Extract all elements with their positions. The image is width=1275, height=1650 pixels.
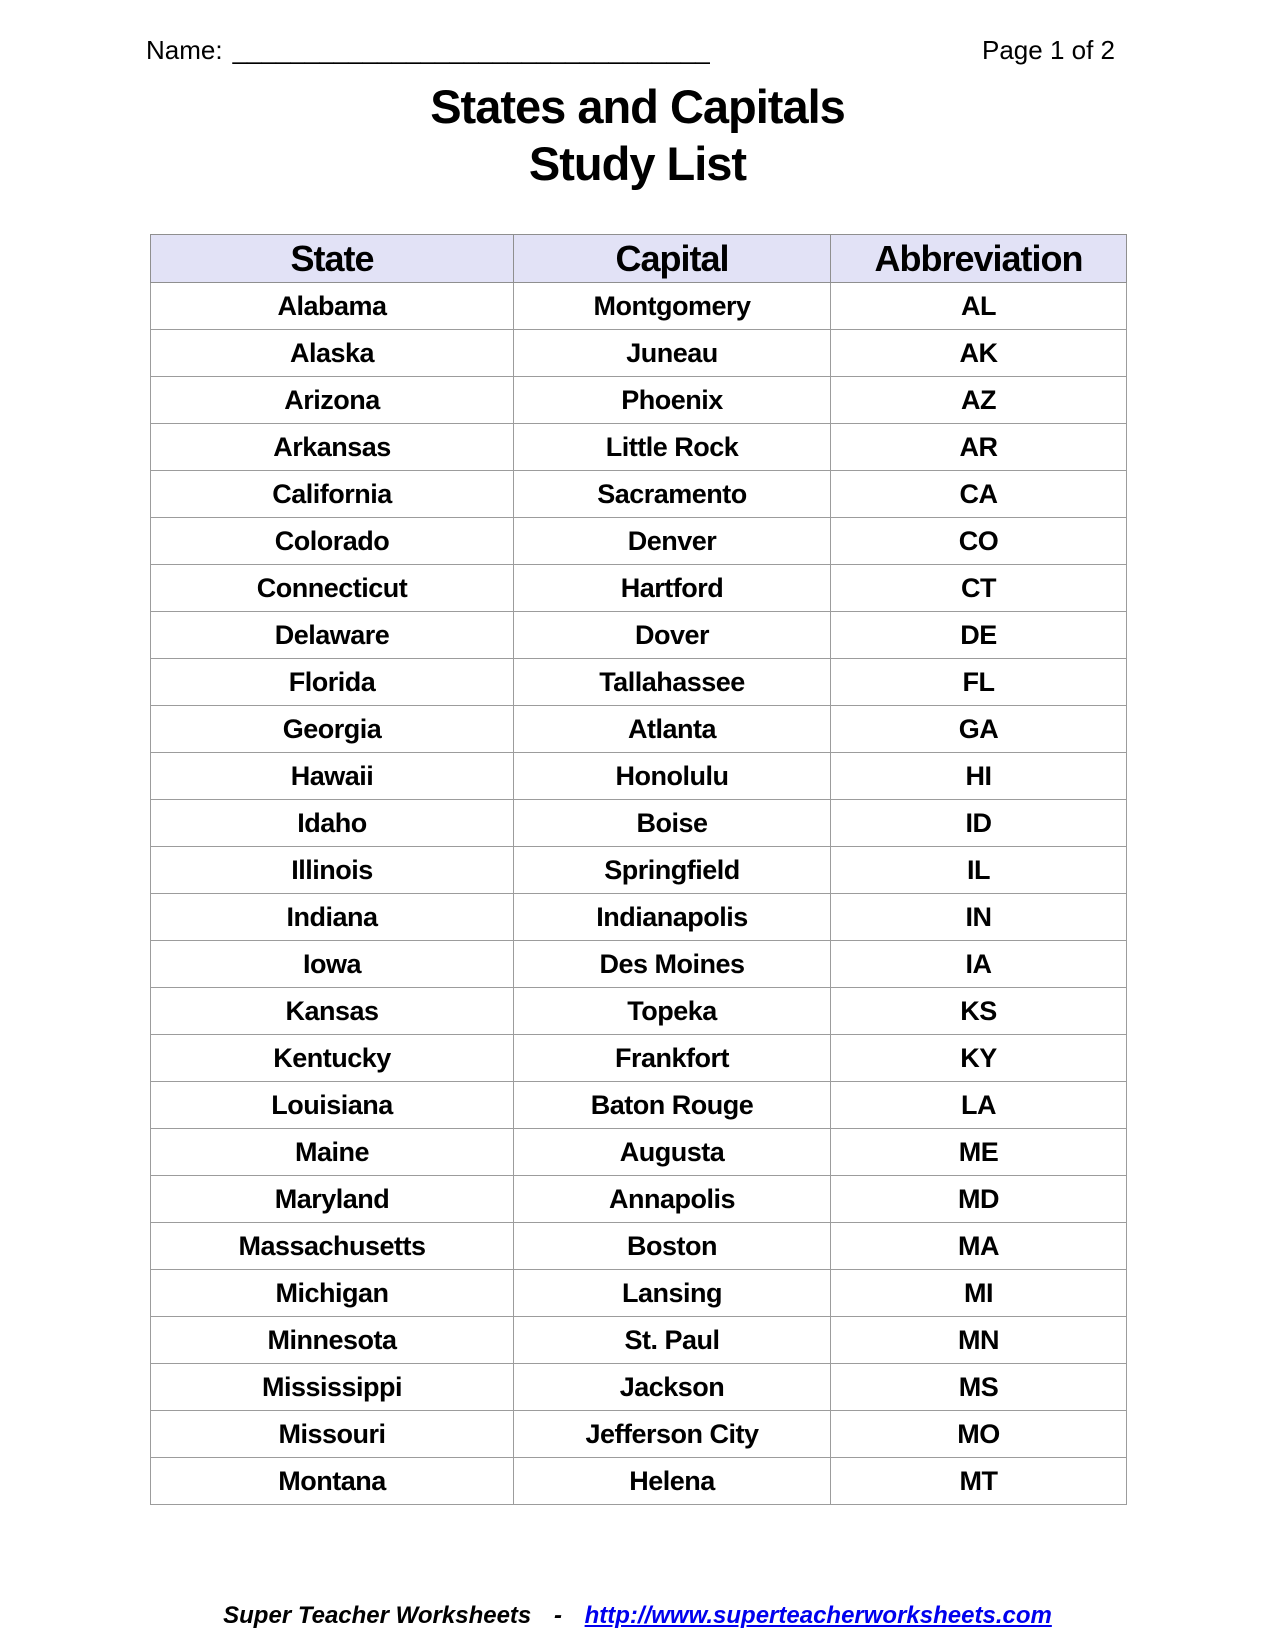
- cell-abbreviation: MI: [831, 1270, 1127, 1317]
- table-row: [151, 1270, 1127, 1317]
- cell-state: Colorado: [151, 518, 514, 565]
- column-header-state: State: [151, 235, 514, 283]
- name-block: [146, 34, 710, 66]
- column-header-abbreviation: Abbreviation: [831, 235, 1127, 283]
- cell-capital: Jefferson City: [514, 1411, 831, 1458]
- cell-abbreviation: MS: [831, 1364, 1127, 1411]
- cell-capital: Jackson: [514, 1364, 831, 1411]
- cell-abbreviation: MT: [831, 1458, 1127, 1505]
- cell-capital: Des Moines: [514, 941, 831, 988]
- cell-state: Minnesota: [151, 1317, 514, 1364]
- table-row: [151, 988, 1127, 1035]
- table-row: [151, 659, 1127, 706]
- cell-state: Arizona: [151, 377, 514, 424]
- cell-abbreviation: CO: [831, 518, 1127, 565]
- cell-abbreviation: MD: [831, 1176, 1127, 1223]
- table-row: [151, 377, 1127, 424]
- cell-capital: Montgomery: [514, 283, 831, 330]
- cell-capital: Denver: [514, 518, 831, 565]
- name-blank-line: _________________________________: [232, 35, 710, 65]
- column-header-capital: Capital: [514, 235, 831, 283]
- table-row: [151, 753, 1127, 800]
- table-row: [151, 847, 1127, 894]
- cell-abbreviation: HI: [831, 753, 1127, 800]
- cell-abbreviation: MO: [831, 1411, 1127, 1458]
- cell-capital: Annapolis: [514, 1176, 831, 1223]
- cell-state: Kansas: [151, 988, 514, 1035]
- cell-abbreviation: FL: [831, 659, 1127, 706]
- table-row: [151, 612, 1127, 659]
- table-row: [151, 518, 1127, 565]
- table-row: [151, 1176, 1127, 1223]
- table-header-row: [151, 235, 1127, 283]
- cell-abbreviation: IN: [831, 894, 1127, 941]
- cell-state: Georgia: [151, 706, 514, 753]
- cell-state: Delaware: [151, 612, 514, 659]
- cell-capital: Sacramento: [514, 471, 831, 518]
- cell-capital: Atlanta: [514, 706, 831, 753]
- cell-state: Kentucky: [151, 1035, 514, 1082]
- cell-capital: Little Rock: [514, 424, 831, 471]
- page-header: [0, 0, 1275, 66]
- table-row: [151, 471, 1127, 518]
- table-row: [151, 1129, 1127, 1176]
- cell-capital: St. Paul: [514, 1317, 831, 1364]
- cell-state: California: [151, 471, 514, 518]
- table-row: [151, 330, 1127, 377]
- name-label: Name:: [146, 35, 223, 65]
- table-row: [151, 1317, 1127, 1364]
- cell-capital: Augusta: [514, 1129, 831, 1176]
- table-row: [151, 1364, 1127, 1411]
- cell-state: Massachusetts: [151, 1223, 514, 1270]
- cell-abbreviation: DE: [831, 612, 1127, 659]
- cell-abbreviation: IL: [831, 847, 1127, 894]
- table-row: [151, 894, 1127, 941]
- cell-state: Louisiana: [151, 1082, 514, 1129]
- cell-abbreviation: ME: [831, 1129, 1127, 1176]
- cell-state: Florida: [151, 659, 514, 706]
- cell-capital: Frankfort: [514, 1035, 831, 1082]
- cell-abbreviation: CT: [831, 565, 1127, 612]
- footer-url-link[interactable]: http://www.superteacherworksheets.com: [584, 1602, 1052, 1629]
- cell-state: Arkansas: [151, 424, 514, 471]
- table-row: [151, 941, 1127, 988]
- table-row: [151, 1458, 1127, 1505]
- cell-state: Idaho: [151, 800, 514, 847]
- cell-abbreviation: MA: [831, 1223, 1127, 1270]
- footer: [0, 1602, 1275, 1630]
- cell-capital: Phoenix: [514, 377, 831, 424]
- cell-capital: Springfield: [514, 847, 831, 894]
- cell-state: Missouri: [151, 1411, 514, 1458]
- cell-capital: Tallahassee: [514, 659, 831, 706]
- cell-abbreviation: KY: [831, 1035, 1127, 1082]
- footer-brand: Super Teacher Worksheets: [223, 1602, 532, 1629]
- cell-capital: Lansing: [514, 1270, 831, 1317]
- table-row: [151, 565, 1127, 612]
- cell-state: Alaska: [151, 330, 514, 377]
- table-row: [151, 800, 1127, 847]
- cell-abbreviation: MN: [831, 1317, 1127, 1364]
- cell-abbreviation: IA: [831, 941, 1127, 988]
- cell-capital: Hartford: [514, 565, 831, 612]
- cell-capital: Boston: [514, 1223, 831, 1270]
- footer-separator: -: [553, 1602, 562, 1629]
- cell-abbreviation: CA: [831, 471, 1127, 518]
- table-row: [151, 1035, 1127, 1082]
- cell-abbreviation: GA: [831, 706, 1127, 753]
- cell-capital: Helena: [514, 1458, 831, 1505]
- cell-state: Mississippi: [151, 1364, 514, 1411]
- cell-state: Maryland: [151, 1176, 514, 1223]
- table-header: [151, 235, 1127, 283]
- cell-capital: Boise: [514, 800, 831, 847]
- cell-capital: Juneau: [514, 330, 831, 377]
- worksheet-title-line2: Study List: [528, 137, 747, 190]
- cell-state: Connecticut: [151, 565, 514, 612]
- cell-state: Maine: [151, 1129, 514, 1176]
- cell-state: Montana: [151, 1458, 514, 1505]
- cell-abbreviation: KS: [831, 988, 1127, 1035]
- table-body: [151, 283, 1127, 1505]
- cell-state: Hawaii: [151, 753, 514, 800]
- cell-state: Indiana: [151, 894, 514, 941]
- cell-capital: Baton Rouge: [514, 1082, 831, 1129]
- cell-capital: Honolulu: [514, 753, 831, 800]
- table-row: [151, 1082, 1127, 1129]
- cell-state: Alabama: [151, 283, 514, 330]
- cell-abbreviation: AZ: [831, 377, 1127, 424]
- cell-state: Iowa: [151, 941, 514, 988]
- cell-abbreviation: AK: [831, 330, 1127, 377]
- table-row: [151, 1223, 1127, 1270]
- worksheet-title: [0, 78, 1275, 192]
- cell-capital: Dover: [514, 612, 831, 659]
- cell-state: Michigan: [151, 1270, 514, 1317]
- table-row: [151, 283, 1127, 330]
- table-row: [151, 1411, 1127, 1458]
- cell-capital: Indianapolis: [514, 894, 831, 941]
- cell-state: Illinois: [151, 847, 514, 894]
- cell-abbreviation: ID: [831, 800, 1127, 847]
- table-row: [151, 424, 1127, 471]
- cell-capital: Topeka: [514, 988, 831, 1035]
- states-capitals-table: [150, 234, 1127, 1505]
- page-indicator: Page 1 of 2: [982, 35, 1115, 65]
- cell-abbreviation: LA: [831, 1082, 1127, 1129]
- table-row: [151, 706, 1127, 753]
- worksheet-title-line1: States and Capitals: [430, 80, 845, 133]
- cell-abbreviation: AR: [831, 424, 1127, 471]
- cell-abbreviation: AL: [831, 283, 1127, 330]
